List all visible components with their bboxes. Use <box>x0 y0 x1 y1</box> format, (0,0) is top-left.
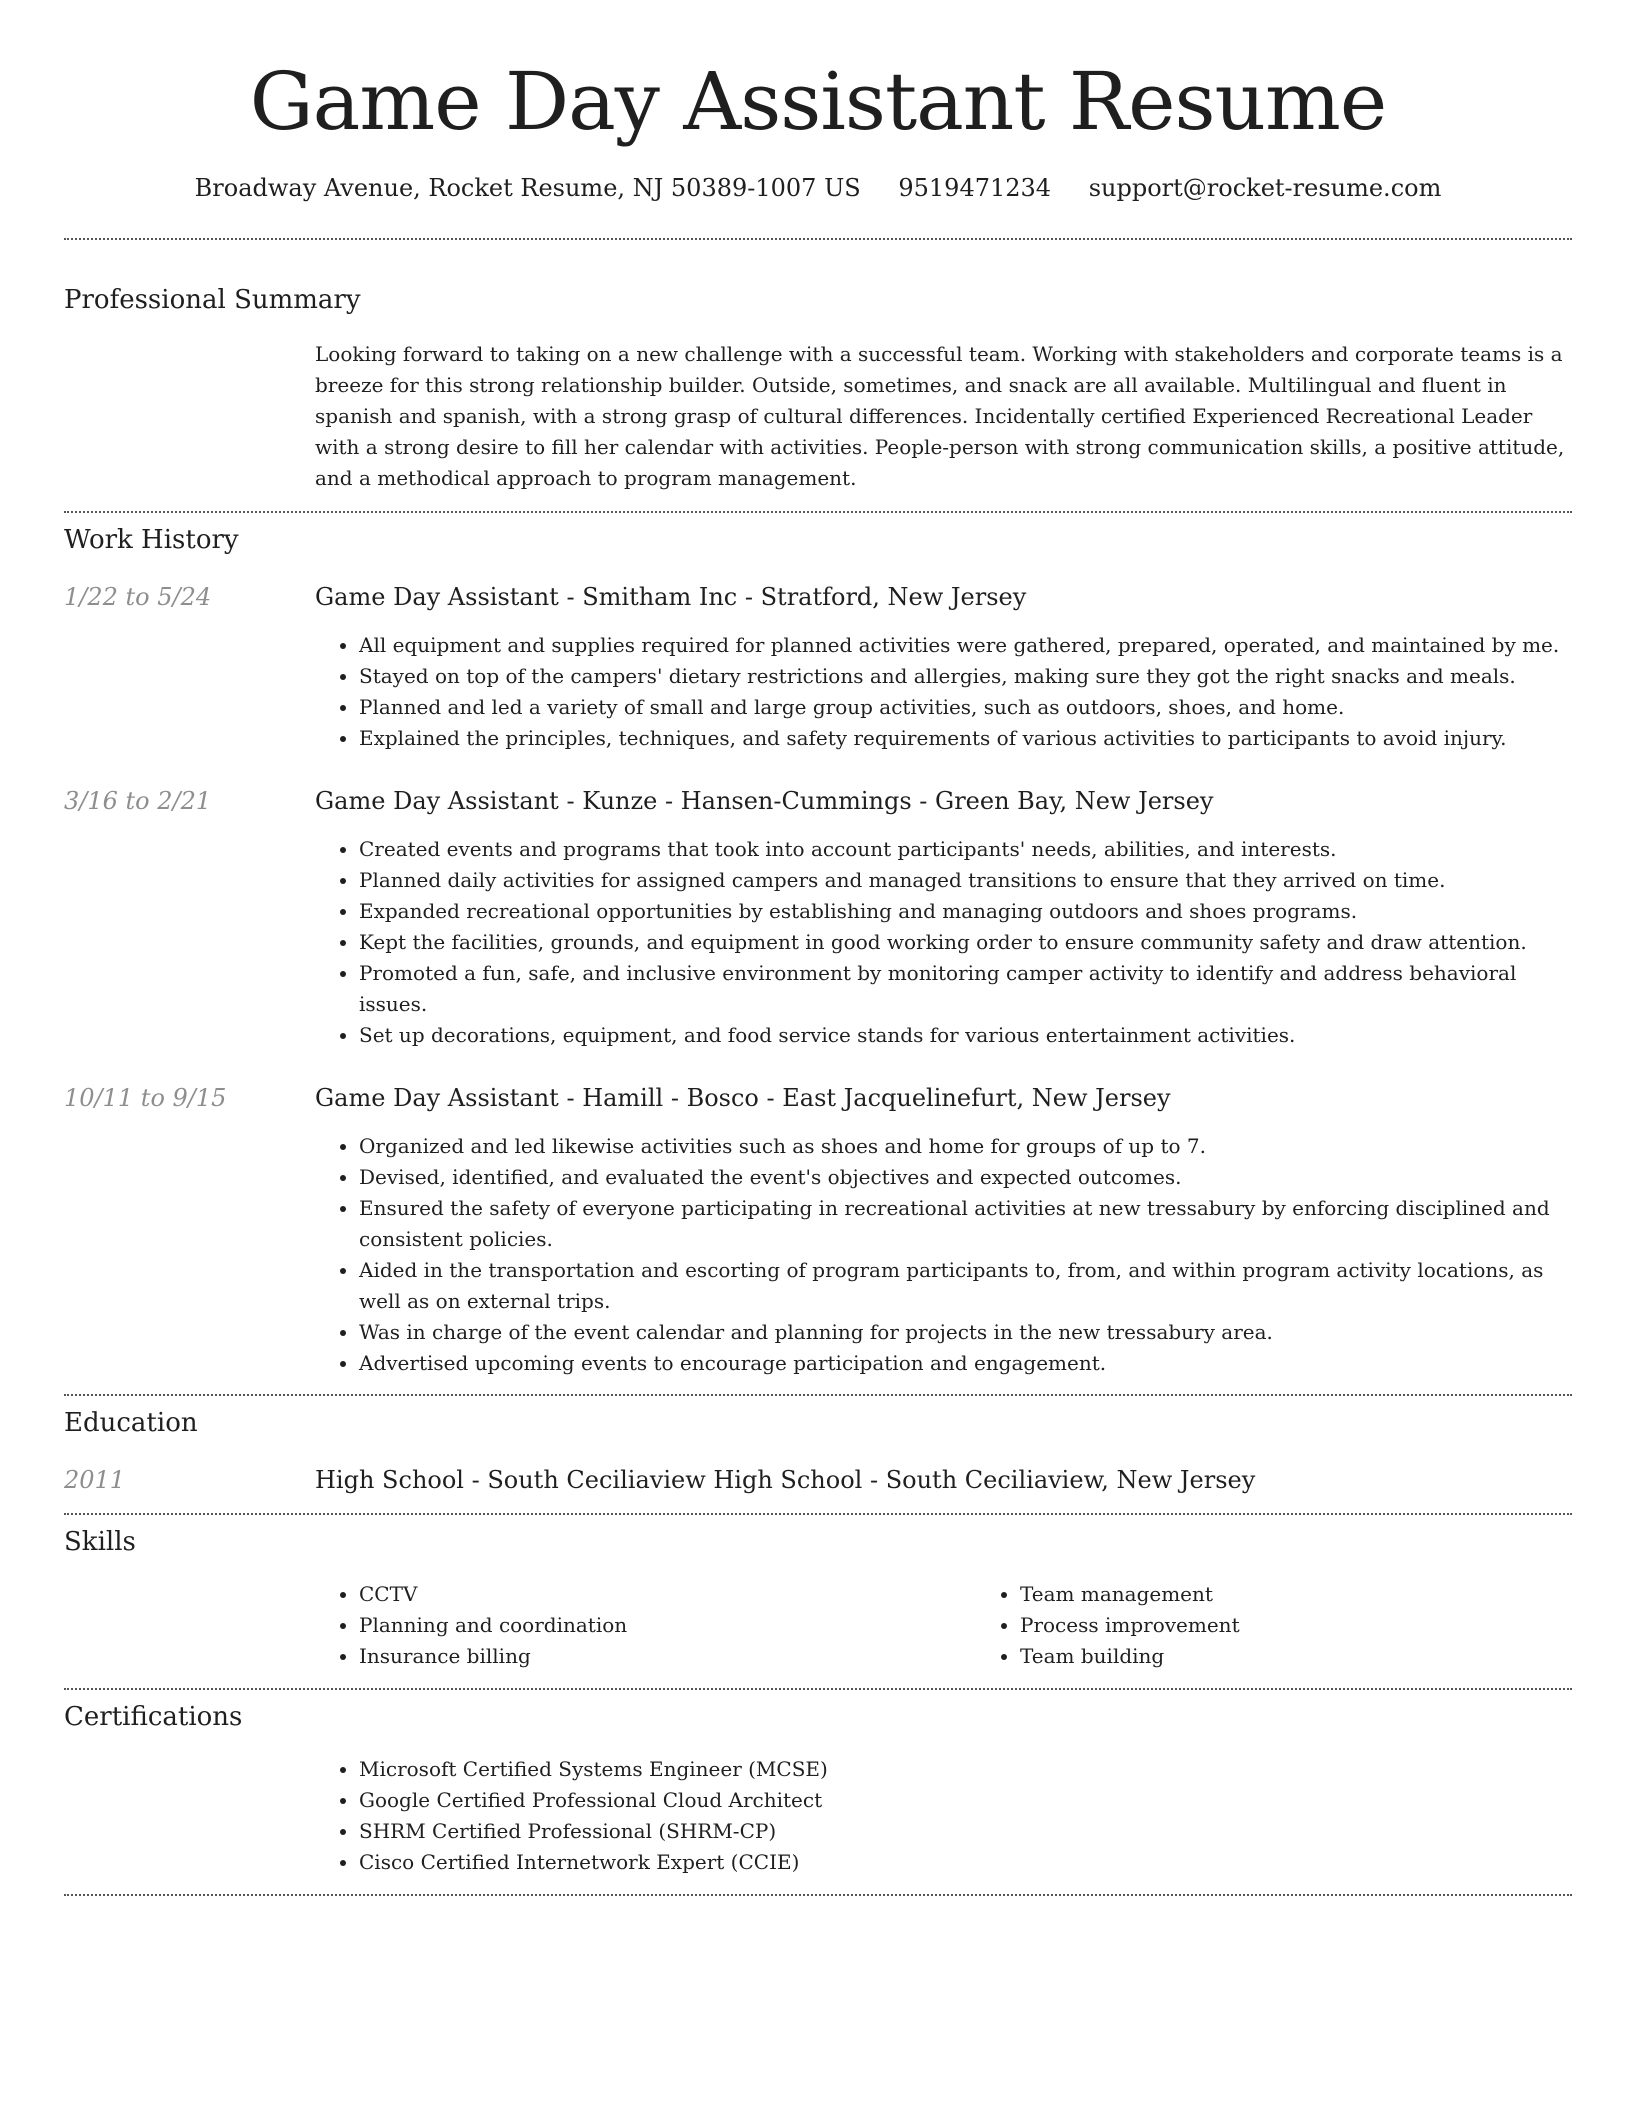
job-bullet: • Promoted a fun, safe, and inclusive environment by monitoring camper activity to identify and address behavioral issues. <box>359 958 1572 1020</box>
work-history-heading: Work History <box>64 525 239 555</box>
summary-heading: Professional Summary <box>64 285 361 315</box>
contact-email: support@rocket-resume.com <box>1088 174 1442 202</box>
job-bullets <box>315 1131 1572 1379</box>
job-bullet: • Stayed on top of the campers' dietary restrictions and allergies, making sure they got the right snacks and meals. <box>359 661 1572 692</box>
divider <box>64 1894 1572 1896</box>
skills-heading: Skills <box>64 1527 136 1557</box>
job-bullet: • Planned and led a variety of small and large group activities, such as outdoors, shoes, and home. <box>359 692 1572 723</box>
skill-item: • Process improvement <box>1020 1610 1632 1641</box>
job-bullet: • Kept the facilities, grounds, and equipment in good working order to ensure community safety and draw attention. <box>359 927 1572 958</box>
certifications-section <box>64 1690 1572 1894</box>
job-bullet: • Expanded recreational opportunities by establishing and managing outdoors and shoes programs. <box>359 896 1572 927</box>
job-bullet: • Devised, identified, and evaluated the event's objectives and expected outcomes. <box>359 1162 1572 1193</box>
job-bullets <box>315 834 1572 1051</box>
job-bullet: • Explained the principles, techniques, and safety requirements of various activities to participants to avoid injury. <box>359 723 1572 754</box>
job-title: Game Day Assistant - Smitham Inc - Stratford, New Jersey <box>315 583 1027 611</box>
skill-item: • CCTV <box>359 1579 976 1610</box>
work-history-section <box>64 513 1572 1394</box>
job-entry <box>64 581 1572 754</box>
certifications-heading: Certifications <box>64 1702 243 1732</box>
job-bullet: • Advertised upcoming events to encourage participation and engagement. <box>359 1348 1572 1379</box>
certification-item: • SHRM Certified Professional (SHRM-CP) <box>359 1816 1572 1847</box>
certifications-list <box>315 1754 1572 1878</box>
skill-item: • Insurance billing <box>359 1641 976 1672</box>
skills-list <box>976 1579 1632 1672</box>
summary-text: Looking forward to taking on a new challenge with a successful team. Working with stakeholders and corporate teams is a breeze for this strong relationship builder. Outside, sometimes, and snack are all available. Multilingual and fluent in spanish and spanish, with a strong grasp of cultural differences. Incidentally certified Experienced Recreational Leader with a strong desire to fill her calendar with activities. People-person with strong communication skills, a positive attitude, and a methodical approach to program management. <box>315 342 1565 490</box>
job-bullet: • Organized and led likewise activities such as shoes and home for groups of up to 7. <box>359 1131 1572 1162</box>
skill-item: • Team building <box>1020 1641 1632 1672</box>
job-dates: 1/22 to 5/24 <box>64 583 212 611</box>
certification-item: • Cisco Certified Internetwork Expert (CCIE) <box>359 1847 1572 1878</box>
certification-item: • Google Certified Professional Cloud Architect <box>359 1785 1572 1816</box>
job-bullet: • Was in charge of the event calendar and planning for projects in the new tressabury area. <box>359 1317 1572 1348</box>
contact-address: Broadway Avenue, Rocket Resume, NJ 50389-1007 US <box>194 174 861 202</box>
education-title: High School - South Ceciliaview High School - South Ceciliaview, New Jersey <box>315 1466 1256 1494</box>
resume-page <box>64 0 1572 1896</box>
job-title: Game Day Assistant - Hamill - Bosco - East Jacquelinefurt, New Jersey <box>315 1084 1171 1112</box>
job-bullet: • Set up decorations, equipment, and food service stands for various entertainment activities. <box>359 1020 1572 1051</box>
summary-section <box>64 240 1572 511</box>
skills-list <box>315 1579 976 1672</box>
job-entry <box>64 785 1572 1051</box>
job-bullet: • Planned daily activities for assigned campers and managed transitions to ensure that they arrived on time. <box>359 865 1572 896</box>
job-bullet: • Aided in the transportation and escorting of program participants to, from, and within program activity locations, as well as on external trips. <box>359 1255 1572 1317</box>
job-bullet: • Created events and programs that took into account participants' needs, abilities, and interests. <box>359 834 1572 865</box>
job-dates: 10/11 to 9/15 <box>64 1084 227 1112</box>
job-title: Game Day Assistant - Kunze - Hansen-Cummings - Green Bay, New Jersey <box>315 787 1214 815</box>
skills-section <box>64 1515 1572 1688</box>
skill-item: • Team management <box>1020 1579 1632 1610</box>
skill-item: • Planning and coordination <box>359 1610 976 1641</box>
education-year: 2011 <box>64 1466 126 1494</box>
contact-line <box>64 172 1572 204</box>
education-section <box>64 1396 1572 1513</box>
job-bullet: • All equipment and supplies required for planned activities were gathered, prepared, operated, and maintained by me. <box>359 630 1572 661</box>
job-bullets <box>315 630 1572 754</box>
job-bullet: • Ensured the safety of everyone participating in recreational activities at new tressabury by enforcing disciplined and consistent policies. <box>359 1193 1572 1255</box>
education-entry <box>64 1464 1572 1496</box>
contact-phone: 9519471234 <box>898 174 1052 202</box>
job-dates: 3/16 to 2/21 <box>64 787 212 815</box>
certification-item: • Microsoft Certified Systems Engineer (MCSE) <box>359 1754 1572 1785</box>
job-entry <box>64 1082 1572 1379</box>
resume-title: Game Day Assistant Resume <box>249 55 1387 148</box>
education-heading: Education <box>64 1408 198 1438</box>
